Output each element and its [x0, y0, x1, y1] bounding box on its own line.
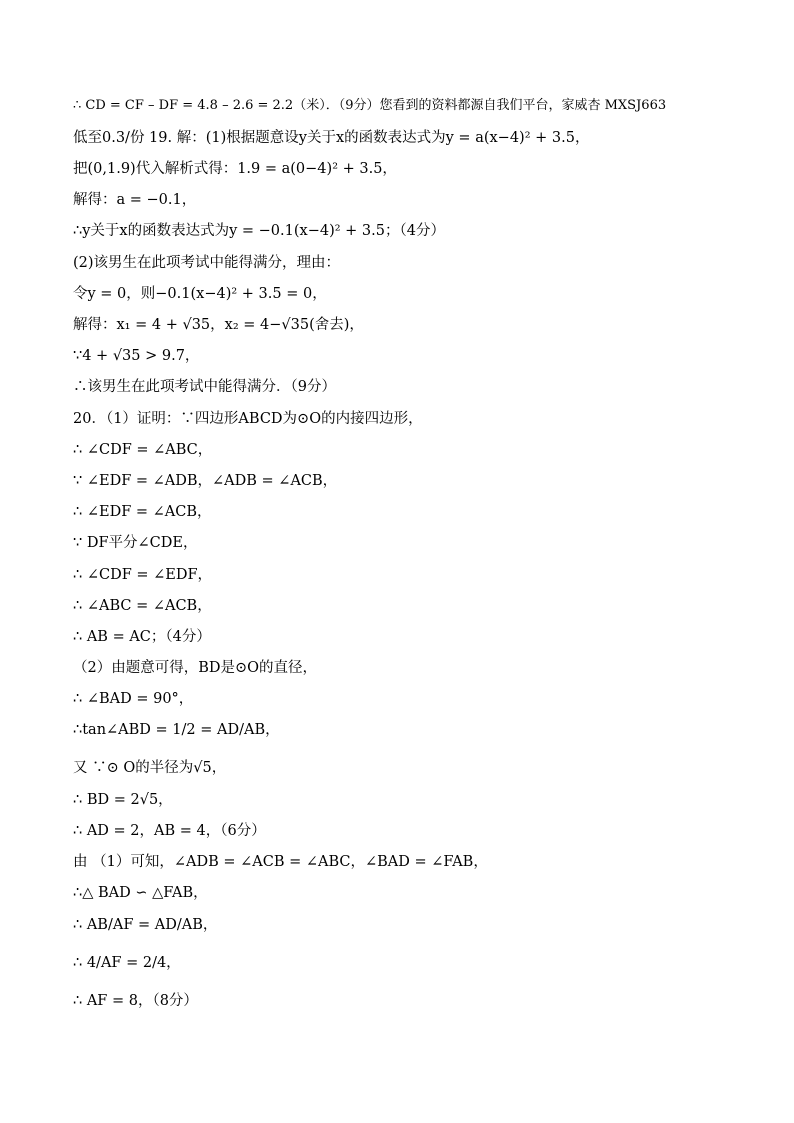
text-line: 解得：a = −0.1， [73, 192, 197, 208]
text-line: ∵4 + √35 > 9.7， [73, 348, 200, 364]
text-line: ∴ ∠EDF = ∠ACB， [73, 504, 212, 520]
text-line: ∴△ BAD ∽ △FAB， [73, 885, 208, 901]
text-line: 令y = 0，则−0.1(x−4)² + 3.5 = 0， [73, 286, 327, 302]
text-line: ∴ AB/AF = AD/AB， [73, 917, 218, 933]
text-line: ∴ ∠CDF = ∠EDF， [73, 567, 213, 583]
text-line: ∴ BD = 2√5， [73, 792, 173, 808]
text-line: ∴y关于x的函数表达式为y = −0.1(x−4)² + 3.5；（4分） [73, 223, 445, 239]
text-line: ∴ ∠BAD = 90°， [73, 691, 194, 707]
text-line: 由 （1）可知，∠ADB = ∠ACB = ∠ABC，∠BAD = ∠FAB， [73, 854, 488, 870]
text-line: 又 ∵⊙ O的半径为√5， [73, 760, 227, 776]
text-line: ∴ CD = CF – DF = 4.8 – 2.6 = 2.2（米）．（9分）您看到的资料都源自我们平台，家威杏 MXSJ663 [73, 98, 667, 113]
text-line: 解得：x₁ = 4 + √35，x₂ = 4−√35(舍去)， [73, 317, 364, 333]
text-line: ∴该男生在此项考试中能得满分．（9分） [73, 379, 336, 395]
text-line: 低至0.3/份 19. 解：(1)根据题意设y关于x的函数表达式为y = a(x−4)² + 3.5， [73, 130, 590, 146]
text-line: ∴ 4/AF = 2/4， [73, 955, 181, 971]
text-line: ∴tan∠ABD = 1/2 = AD/AB， [73, 722, 280, 738]
text-line: ∴ ∠ABC = ∠ACB， [73, 598, 212, 614]
text-line: (2)该男生在此项考试中能得满分，理由： [73, 255, 341, 271]
text-line: （2）由题意可得，BD是⊙O的直径， [73, 660, 318, 676]
text-line: ∴ AB = AC；（4分） [73, 629, 211, 645]
text-line: ∴ AF = 8，（8分） [73, 993, 198, 1009]
text-line: ∴ ∠CDF = ∠ABC， [73, 442, 213, 458]
text-line: ∵ DF平分∠CDE， [73, 535, 198, 551]
text-line: 把(0,1.9)代入解析式得：1.9 = a(0−4)² + 3.5， [73, 161, 397, 177]
text-line: ∴ AD = 2，AB = 4，（6分） [73, 823, 266, 839]
text-line: 20．（1）证明：∵四边形ABCD为⊙O的内接四边形， [73, 411, 423, 427]
text-line: ∵ ∠EDF = ∠ADB，∠ADB = ∠ACB， [73, 473, 338, 489]
